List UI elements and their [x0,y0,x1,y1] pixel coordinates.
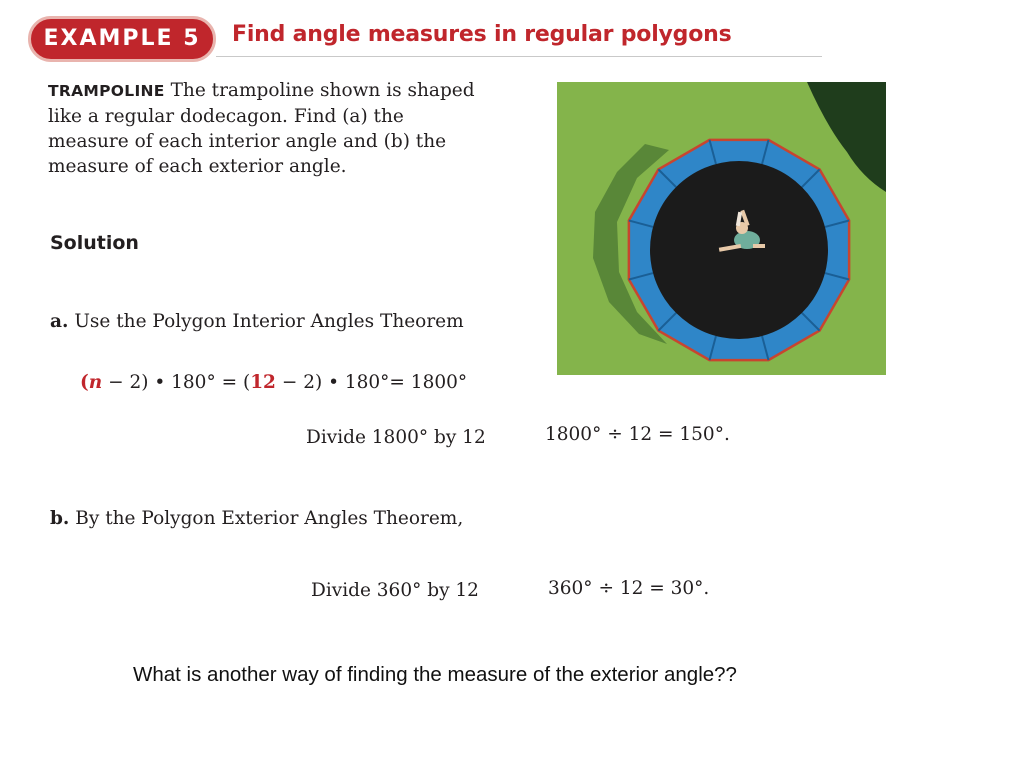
equation-variable-n: n [88,372,103,393]
trampoline-mat [650,161,828,339]
example-title: Find angle measures in regular polygons [232,22,732,47]
part-b-result: 360° ÷ 12 = 30°. [548,578,710,599]
problem-text: The trampoline shown is shaped like a regular dodecagon. Find (a) the measure of each interior angle and (b) the measure of each exterior angle. [48,80,475,177]
part-a-step [50,311,464,332]
equation-part-2: − 2) • 180° [275,372,390,393]
problem-statement [48,78,488,179]
part-b-divide-note: Divide 360° by 12 [311,580,479,601]
header-divider [216,56,822,57]
equation-result: = 1800° [389,372,468,393]
trampoline-photo [557,82,886,375]
equation-open-paren: ( [80,372,89,393]
part-a-divide-note: Divide 1800° by 12 [306,427,486,448]
part-a-result: 1800° ÷ 12 = 150°. [545,424,730,445]
part-a-letter: a. [50,311,69,332]
part-a-text: Use the Polygon Interior Angles Theorem [74,311,464,332]
interior-angle-equation [80,372,467,393]
part-b-step [50,508,463,529]
part-b-text: By the Polygon Exterior Angles Theorem, [75,508,464,529]
problem-label: TRAMPOLINE [48,82,165,100]
example-badge: EXAMPLE 5 [28,16,216,62]
equation-part-1: − 2) • 180° = ( [102,372,251,393]
discussion-question: What is another way of finding the measure of the exterior angle?? [133,663,737,686]
solution-heading: Solution [50,232,139,254]
part-b-letter: b. [50,508,70,529]
equation-value-12: 12 [250,372,276,393]
